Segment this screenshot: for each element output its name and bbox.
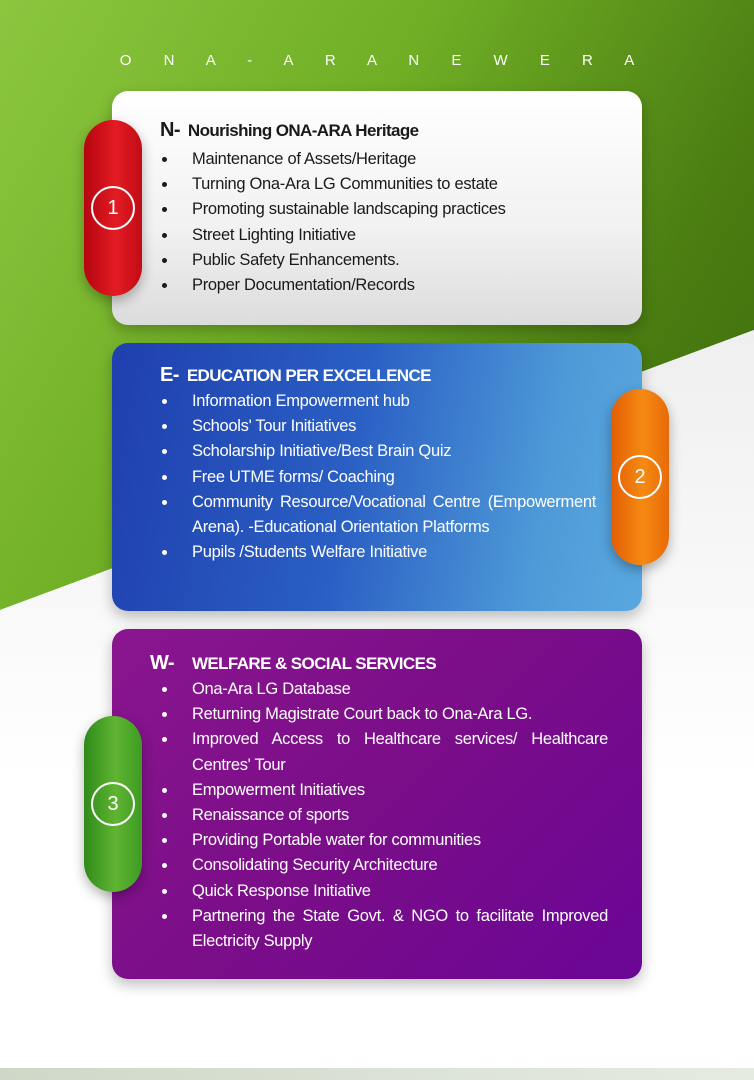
list-item: Proper Documentation/Records (162, 273, 506, 298)
card-heading (150, 652, 436, 675)
list-item: Turning Ona-Ara LG Communities to estate (162, 172, 506, 197)
card-heading (160, 119, 419, 142)
card-welfare-social-services (112, 629, 642, 979)
list-item: Public Safety Enhancements. (162, 248, 506, 273)
heading-text: EDUCATION PER EXCELLENCE (186, 366, 431, 385)
heading-letter: W- (150, 652, 174, 674)
list-item: Promoting sustainable landscaping practices (162, 197, 506, 222)
list-item: Scholarship Initiative/Best Brain Quiz (162, 439, 596, 464)
item-list (162, 677, 608, 954)
list-item: Free UTME forms/ Coaching (162, 465, 596, 490)
list-item: Information Empowerment hub (162, 389, 596, 414)
list-item: Quick Response Initiative (162, 879, 608, 904)
number-pill-3 (84, 716, 142, 892)
heading-letter: E- (160, 364, 179, 386)
item-list (162, 389, 596, 565)
page-title: O N A - A R A N E W E R A (119, 52, 649, 69)
heading-letter: N- (160, 119, 180, 141)
number-badge: 3 (91, 782, 135, 826)
list-item: Consolidating Security Architecture (162, 853, 608, 878)
number-pill-2 (611, 389, 669, 565)
list-item: Partnering the State Govt. & NGO to facilitate Improved Electricity Supply (162, 904, 608, 954)
bottom-strip (0, 1068, 754, 1080)
list-item: Providing Portable water for communities (162, 828, 608, 853)
list-item: Maintenance of Assets/Heritage (162, 147, 506, 172)
list-item: Renaissance of sports (162, 803, 608, 828)
list-item: Schools' Tour Initiatives (162, 414, 596, 439)
number-badge: 2 (618, 455, 662, 499)
card-education-excellence (112, 343, 642, 611)
list-item: Community Resource/Vocational Centre (Empowerment Arena). -Educational Orientation Platforms (162, 490, 596, 540)
number-badge: 1 (91, 186, 135, 230)
list-item: Empowerment Initiatives (162, 778, 608, 803)
list-item: Ona-Ara LG Database (162, 677, 608, 702)
card-nourishing-heritage (112, 91, 642, 325)
list-item: Returning Magistrate Court back to Ona-Ara LG. (162, 702, 608, 727)
list-item: Pupils /Students Welfare Initiative (162, 540, 596, 565)
card-heading (160, 364, 431, 387)
heading-text: WELFARE & SOCIAL SERVICES (191, 654, 437, 673)
heading-text: Nourishing ONA-ARA Heritage (187, 121, 419, 140)
list-item: Improved Access to Healthcare services/ Healthcare Centres' Tour (162, 727, 608, 777)
list-item: Street Lighting Initiative (162, 223, 506, 248)
number-pill-1 (84, 120, 142, 296)
item-list (162, 147, 506, 298)
